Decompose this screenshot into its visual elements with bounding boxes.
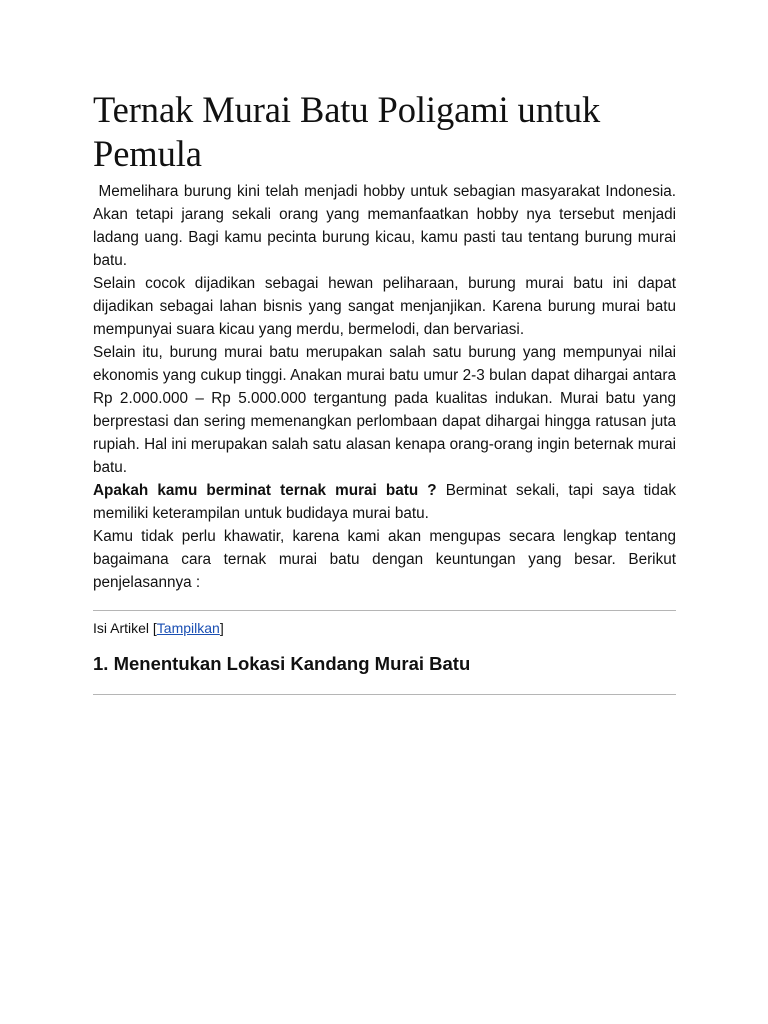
paragraph-intro: Memelihara burung kini telah menjadi hobby untuk sebagian masyarakat Indonesia. Akan tetapi jarang sekali orang yang memanfaatkan hobby nya tersebut menjadi ladang uang. Bagi kamu pecinta burung kicau, kamu pasti tau tentang burung murai batu. [93,183,681,269]
paragraph-question [93,479,681,525]
toc-label: Isi Artikel [ [93,620,157,636]
article-body [93,180,681,594]
toc-header [93,618,676,638]
section-heading-1: 1. Menentukan Lokasi Kandang Murai Batu [93,653,471,674]
toc-bottom-divider [93,694,676,695]
toc-show-link[interactable]: Tampilkan [156,620,220,636]
paragraph-closing: Kamu tidak perlu khawatir, karena kami akan mengupas secara lengkap tentang bagaimana cara ternak murai batu dengan keuntungan yang besar. Berikut penjelasannya : [93,528,676,591]
article [93,88,681,695]
toc-close-bracket: ] [219,620,224,636]
paragraph-economics: Selain itu, burung murai batu merupakan salah satu burung yang mempunyai nilai ekonomis yang cukup tinggi. Anakan murai batu umur 2-3 bulan dapat dihargai antara Rp 2.000.000 – Rp 5.000.000 tergantung pada kualitas indukan. Murai batu yang berprestasi dan sering memenangkan perlombaan dapat dihargai hingga ratusan juta rupiah. Hal ini merupakan salah satu alasan kenapa orang-orang ingin beternak murai batu. [93,344,676,476]
paragraph-business: Selain cocok dijadikan sebagai hewan peliharaan, burung murai batu ini dapat dijadikan sebagai lahan bisnis yang sangat menjanjikan. Karena burung murai batu mempunyai suara kicau yang merdu, bermelodi, dan bervariasi. [93,275,676,338]
question-answer-text: Berminat sekali, tapi saya tidak memiliki keterampilan untuk budidaya murai batu. [93,482,681,522]
article-title: Ternak Murai Batu Poligami untuk Pemula [93,89,601,174]
question-bold-text: Apakah kamu berminat ternak murai batu ? [93,482,437,499]
toc-top-divider [93,610,676,611]
